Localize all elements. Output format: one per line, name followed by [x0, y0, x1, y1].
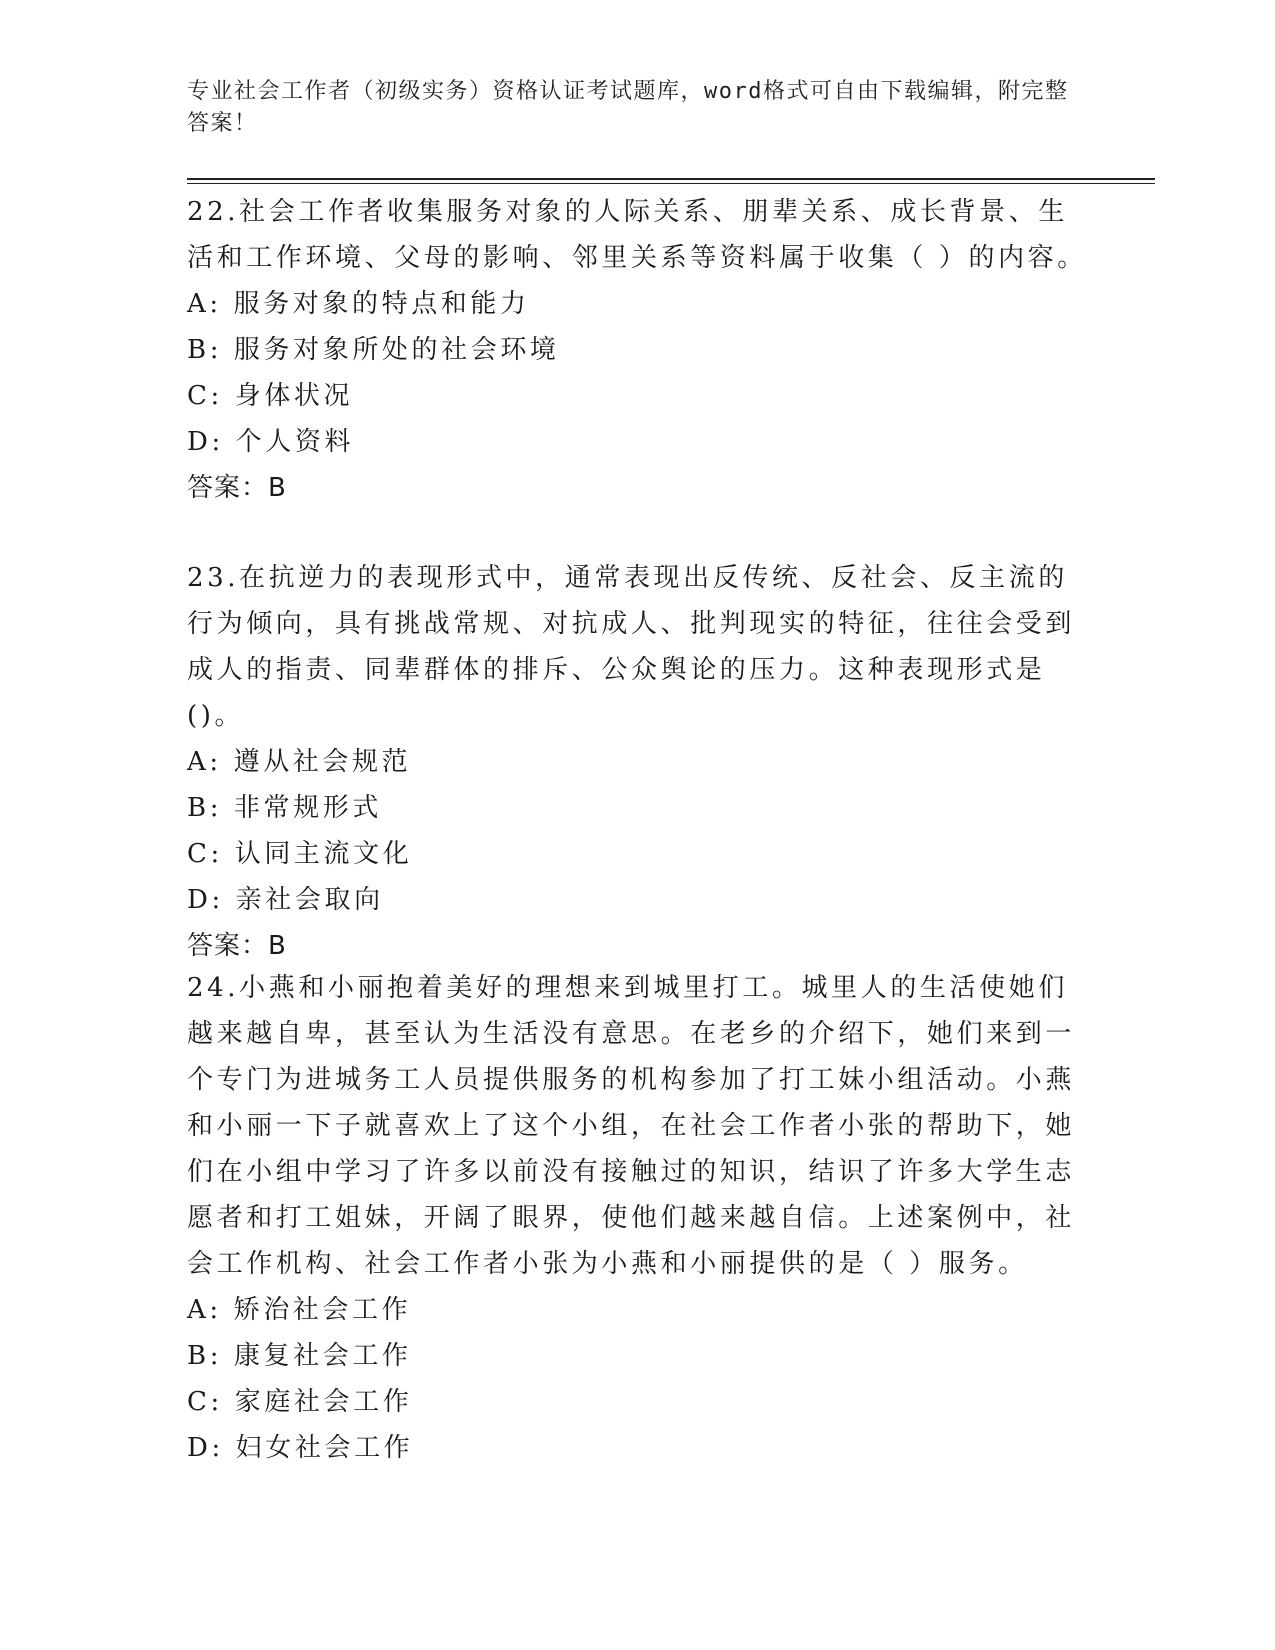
question-text: 23.在抗逆力的表现形式中，通常表现出反传统、反社会、反主流的行为倾向，具有挑战常规、对抗成人、批判现实的特征，往往会受到成人的指责、同辈群体的排斥、公众舆论的压力。这种表现形式是()。 [187, 563, 1076, 731]
question-23 [187, 555, 1087, 969]
option-d: D: 妇女社会工作 [187, 1433, 414, 1463]
option-b: B: 服务对象所处的社会环境 [187, 335, 560, 365]
option-c: C: 认同主流文化 [187, 839, 413, 869]
question-24 [187, 965, 1087, 1471]
header-divider-thick [187, 178, 1155, 180]
option-a: A: 遵从社会规范 [187, 747, 412, 777]
option-d: D: 个人资料 [187, 427, 355, 457]
document-page [187, 0, 1155, 1650]
question-text: 24.小燕和小丽抱着美好的理想来到城里打工。城里人的生活使她们越来越自卑，甚至认为生活没有意思。在老乡的介绍下，她们来到一个专门为进城务工人员提供服务的机构参加了打工妹小组活动。小燕和小丽一下子就喜欢上了这个小组，在社会工作者小张的帮助下，她们在小组中学习了许多以前没有接触过的知识，结识了许多大学生志愿者和打工姐妹，开阔了眼界，使他们越来越自信。上述案例中，社会工作机构、社会工作者小张为小燕和小丽提供的是（ ）服务。 [187, 973, 1076, 1279]
question-22 [187, 189, 1087, 511]
option-a: A: 矫治社会工作 [187, 1295, 412, 1325]
question-text: 22.社会工作者收集服务对象的人际关系、朋辈关系、成长背景、生活和工作环境、父母的影响、邻里关系等资料属于收集（ ）的内容。 [187, 197, 1087, 273]
option-d: D: 亲社会取向 [187, 885, 384, 915]
answer: 答案：B [187, 931, 287, 961]
header-divider-thin [187, 183, 1155, 184]
option-c: C: 身体状况 [187, 381, 354, 411]
page-header: 专业社会工作者（初级实务）资格认证考试题库，word格式可自由下载编辑，附完整答案！ [187, 79, 1069, 136]
option-a: A: 服务对象的特点和能力 [187, 289, 530, 319]
option-b: B: 非常规形式 [187, 793, 382, 823]
option-b: B: 康复社会工作 [187, 1341, 412, 1371]
answer: 答案：B [187, 473, 287, 503]
option-c: C: 家庭社会工作 [187, 1387, 413, 1417]
